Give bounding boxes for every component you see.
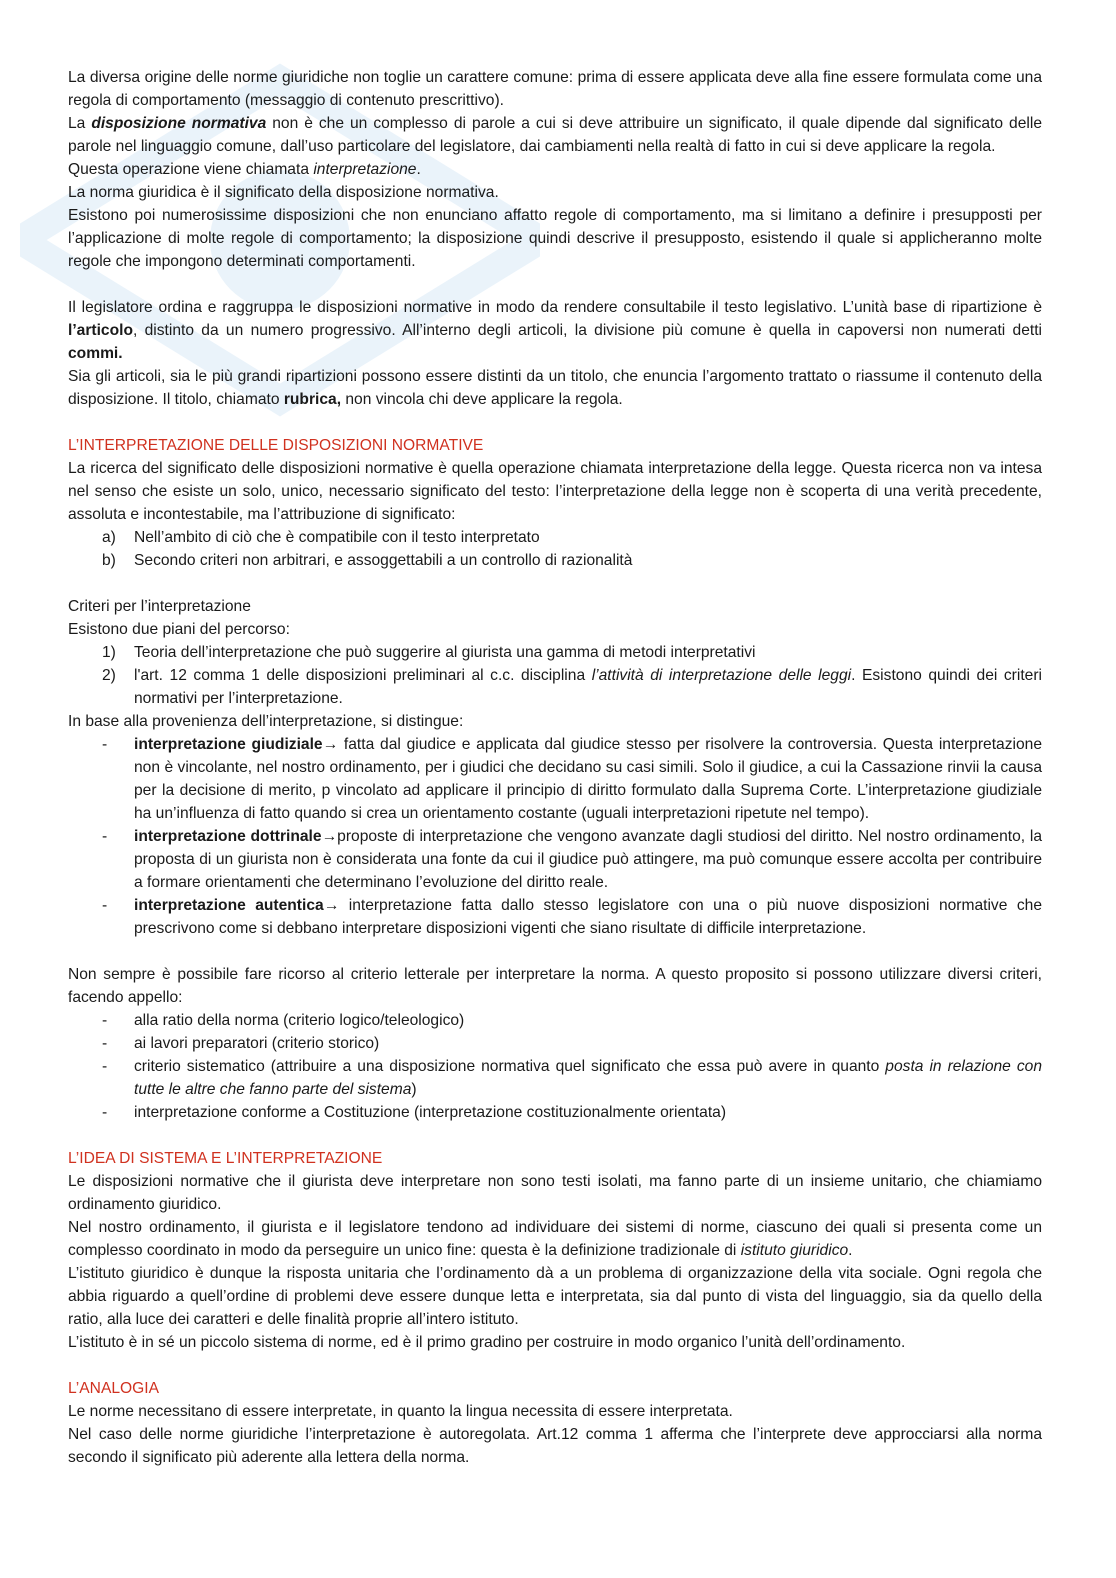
list-item: - criterio sistematico (attribuire a una disposizione normativa quel significato che essa può avere in quanto posta in relazione con tutte le altre che fanno parte del sistema) — [102, 1058, 1042, 1098]
dash-list — [68, 733, 1042, 940]
paragraph: La ricerca del significato delle disposizioni normative è quella operazione chiamata interpretazione della legge. Questa ricerca non va intesa nel senso che esiste un solo, unico, necessario significato del testo: l’interpretazione della legge non è scoperta di una verità precedente, assoluta e incontestabile, ma l’attribuzione di significato: — [68, 460, 1042, 523]
emphasis-term: istituto giuridico — [740, 1242, 849, 1259]
paragraph: Esistono due piani del percorso: — [68, 621, 290, 638]
subheading: Criteri per l’interpretazione — [68, 598, 251, 615]
list-item: - interpretazione dottrinale→proposte di interpretazione che vengono avanzate dagli studiosi del diritto. Nel nostro ordinamento, la proposta di un giurista non è considerata una fonte da cui il giudice può attingere, ma può comunque essere accolta per contribuire a formare orientamenti che determinano l’evoluzione del diritto reale. — [102, 828, 1042, 891]
list-item: - alla ratio della norma (criterio logico/teleologico) — [102, 1012, 465, 1029]
arrow-icon: → — [321, 828, 338, 845]
paragraph: L’istituto è in sé un piccolo sistema di norme, ed è il primo gradino per costruire in modo organico l’unità dell’ordinamento. — [68, 1334, 906, 1351]
list-item: - interpretazione conforme a Costituzione (interpretazione costituzionalmente orientata) — [102, 1104, 727, 1121]
paragraph: La norma giuridica è il significato della disposizione normativa. — [68, 184, 499, 201]
emphasis-term: disposizione normativa — [91, 115, 267, 132]
paragraph: Esistono poi numerosissime disposizioni che non enunciano affatto regole di comportamento, ma si limitano a definire i presupposti per l’applicazione di molte regole di comportamento; la disposizione quindi descrive il presupposto, esistendo il quale si applicheranno molte regole che impongono determinati comportamenti. — [68, 207, 1042, 270]
list-item: 2) l'art. 12 comma 1 delle disposizioni preliminari al c.c. disciplina l’attività di interpretazione delle leggi. Esistono quindi dei criteri normativi per l’interpretazione. — [102, 667, 1042, 707]
list-item: - interpretazione giudiziale→ fatta dal giudice e applicata dal giudice stesso per risolvere la controversia. Questa interpretazione non è vincolante, nel nostro ordinamento, per i giudici che decidano su casi simili. Solo il giudice, a cui la Cassazione rinvii la causa per la decisione di merito, p vincolato ad applicare il principio di diritto formulato dalla Suprema Corte. L’interpretazione giudiziale ha un’influenza di fatto quando si crea un orientamento costante (uguali interpretazioni ripetute nel tempo). — [102, 736, 1042, 822]
paragraph: Le disposizioni normative che il giurista deve interpretare non sono testi isolati, ma fanno parte di un insieme unitario, che chiamiamo ordinamento giuridico. — [68, 1173, 1042, 1213]
paragraph: Nel nostro ordinamento, il giurista e il legislatore tendono ad individuare dei sistemi di norme, ciascuno dei quali si presenta come un complesso coordinato in modo da perseguire un unico fine: questa è la definizione tradizionale di istituto giuridico. — [68, 1219, 1042, 1259]
emphasis-term: commi. — [68, 345, 123, 362]
paragraph: In base alla provenienza dell’interpretazione, si distingue: — [68, 713, 464, 730]
arrow-icon: → — [323, 897, 340, 914]
lettered-list — [68, 526, 1042, 572]
paragraph: Il legislatore ordina e raggruppa le disposizioni normative in modo da rendere consultabile il testo legislativo. L’unità base di ripartizione è l’articolo, distinto da un numero progressivo. All’interno degli articoli, la divisione più comune è quella in capoversi non numerati detti commi. — [68, 299, 1042, 362]
document-page — [68, 66, 1042, 1469]
list-item: a) Nell’ambito di ciò che è compatibile con il testo interpretato — [102, 529, 540, 546]
emphasis-term: interpretazione — [313, 161, 417, 178]
numbered-list — [68, 641, 1042, 710]
list-item: - ai lavori preparatori (criterio storico) — [102, 1035, 380, 1052]
section-heading: L’IDEA DI SISTEMA E L’INTERPRETAZIONE — [68, 1150, 383, 1167]
list-item: - interpretazione autentica→ interpretazione fatta dallo stesso legislatore con una o più nuove disposizioni normative che prescrivono come si debbano interpretare disposizioni vigenti che siano risultate di difficile interpretazione. — [102, 897, 1042, 937]
emphasis-term: l’articolo — [68, 322, 133, 339]
paragraph: L’istituto giuridico è dunque la risposta unitaria che l’ordinamento dà a un problema di organizzazione della vita sociale. Ogni regola che abbia riguardo a quell’ordine di problemi deve essere dunque letta e interpretata, sia dal punto di vista del linguaggio, sia da quello della ratio, alla luce dei caratteri e delle finalità proprie all’intero istituto. — [68, 1265, 1042, 1328]
paragraph: La disposizione normativa non è che un complesso di parole a cui si deve attribuire un significato, il quale dipende dal significato delle parole nel linguaggio comune, dall’uso particolare del legislatore, dai cambiamenti nella realtà di fatto in cui si deve applicare la regola. — [68, 115, 1042, 155]
list-item: 1) Teoria dell’interpretazione che può suggerire al giurista una gamma di metodi interpretativi — [102, 644, 756, 661]
section-heading: L’ANALOGIA — [68, 1380, 160, 1397]
paragraph: La diversa origine delle norme giuridiche non toglie un carattere comune: prima di essere applicata deve alla fine essere formulata come una regola di comportamento (messaggio di contenuto prescrittivo). — [68, 69, 1042, 109]
emphasis-term: rubrica, — [283, 391, 342, 408]
paragraph: Sia gli articoli, sia le più grandi ripartizioni possono essere distinti da un titolo, che enuncia l’argomento trattato o riassume il contenuto della disposizione. Il titolo, chiamato rubrica, non vincola chi deve applicare la regola. — [68, 368, 1042, 408]
dash-list — [68, 1009, 1042, 1124]
arrow-icon: → — [322, 736, 339, 753]
section-heading: L’INTERPRETAZIONE DELLE DISPOSIZIONI NORMATIVE — [68, 437, 484, 454]
paragraph: Nel caso delle norme giuridiche l’interpretazione è autoregolata. Art.12 comma 1 afferma che l’interprete deve approcciarsi alla norma secondo il significato più aderente alla lettera della norma. — [68, 1426, 1042, 1466]
paragraph: Le norme necessitano di essere interpretate, in quanto la lingua necessita di essere interpretata. — [68, 1403, 733, 1420]
paragraph: Non sempre è possibile fare ricorso al criterio letterale per interpretare la norma. A questo proposito si possono utilizzare diversi criteri, facendo appello: — [68, 966, 1042, 1006]
paragraph: Questa operazione viene chiamata interpretazione. — [68, 161, 421, 178]
list-item: b) Secondo criteri non arbitrari, e assoggettabili a un controllo di razionalità — [102, 552, 633, 569]
